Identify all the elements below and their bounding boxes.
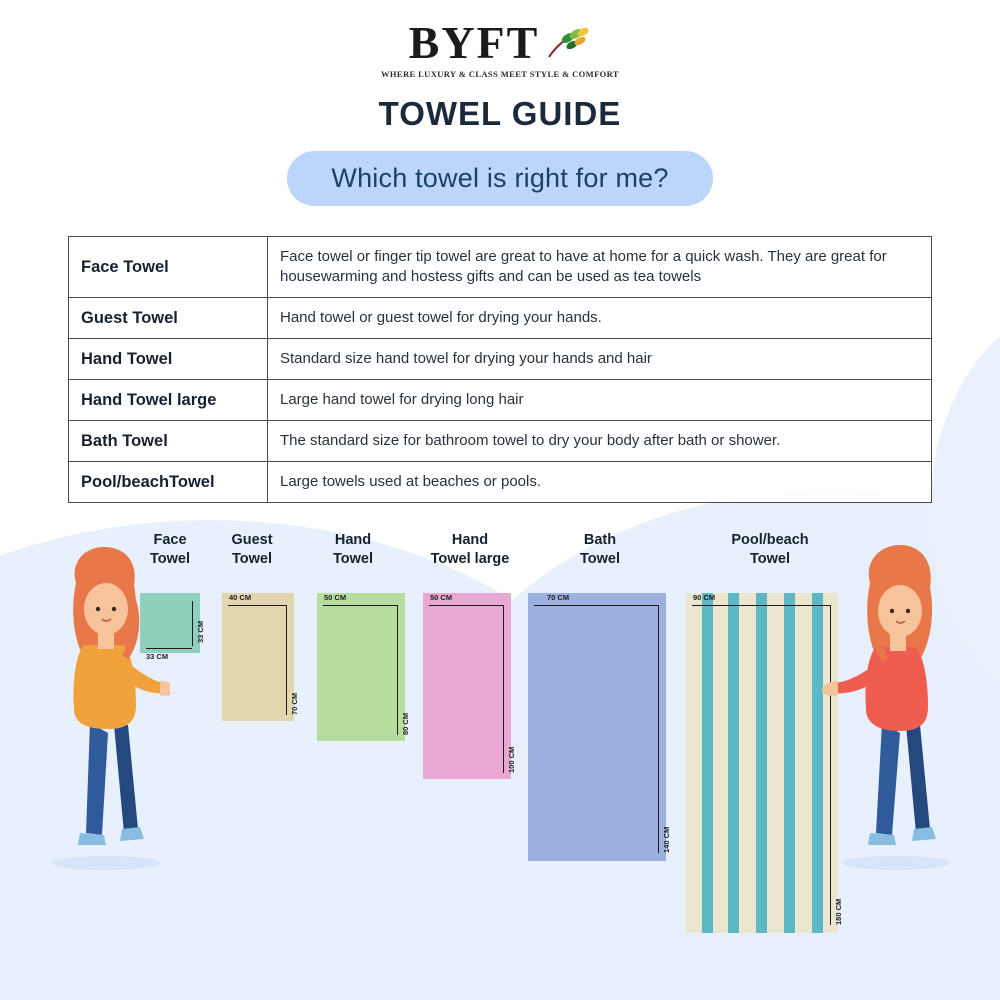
towel-height-label-hand-large: 100 CM [507, 746, 516, 773]
table-row-description: Large towels used at beaches or pools. [280, 472, 541, 490]
chart-label-line2: Towel [149, 550, 190, 567]
dimension-line-vertical [192, 601, 193, 646]
chart-label-line2: Towel [579, 550, 620, 567]
towel-swatch-pool-beach [686, 593, 838, 933]
table-row-description: Large hand towel for drying long hair [280, 390, 524, 408]
table-row-label: Face Towel [69, 237, 268, 297]
dimension-line-horizontal [228, 605, 286, 606]
towel-swatch-hand-large [423, 593, 511, 779]
table-row [69, 462, 931, 503]
dimension-line-vertical [658, 605, 659, 853]
woman-illustration-left [40, 533, 170, 878]
towel-width-label-hand-large: 50 CM [430, 593, 453, 602]
dimension-line-vertical [503, 605, 504, 773]
towel-description-table [68, 236, 932, 503]
chart-label-line1: Face [153, 532, 187, 548]
chart-label-line2: Towel [749, 550, 790, 567]
towel-swatch-guest [222, 593, 294, 721]
towel-width-label-guest: 40 CM [229, 593, 252, 602]
towel-size-chart [0, 523, 1000, 953]
table-row [69, 380, 931, 421]
brand-tagline: WHERE LUXURY & CLASS MEET STYLE & COMFORT [380, 69, 619, 79]
dimension-line-horizontal [692, 605, 830, 606]
towel-height-label-pool: 180 CM [834, 898, 843, 925]
chart-label-line2: Towel [231, 550, 272, 567]
dimension-line-vertical [286, 605, 287, 715]
page-title: TOWEL GUIDE [378, 95, 622, 132]
chart-label-line1: Guest [231, 532, 273, 548]
chart-label-line1: Pool/beach [731, 532, 809, 548]
towel-width-label-bath: 70 CM [547, 593, 570, 602]
table-row [69, 298, 931, 339]
towel-width-label-pool: 90 CM [693, 593, 716, 602]
woman-illustration-right [820, 533, 960, 878]
table-row-label: Guest Towel [69, 298, 268, 338]
dimension-line-horizontal [534, 605, 658, 606]
towel-height-label-bath: 140 CM [662, 826, 671, 853]
towel-height-label-face: 33 CM [196, 620, 205, 643]
table-row-description: Hand towel or guest towel for drying your hands. [280, 308, 602, 326]
dimension-line-horizontal [323, 605, 397, 606]
brand-header [0, 0, 1000, 79]
brand-name: BYFT [408, 17, 540, 68]
chart-label-line1: Hand [451, 532, 489, 548]
table-row-description: Face towel or finger tip towel are great to have at home for a quick wash. They are great for housewarming and hostess gifts and can be used as tea towels [280, 247, 887, 285]
towel-height-label-guest: 70 CM [290, 692, 299, 715]
table-row-label: Hand Towel large [69, 380, 268, 420]
dimension-line-vertical [397, 605, 398, 735]
table-row-description: The standard size for bathroom towel to dry your body after bath or shower. [280, 431, 781, 449]
towel-swatch-hand [317, 593, 405, 741]
towel-stripes [686, 593, 838, 933]
towel-width-label-hand: 50 CM [324, 593, 347, 602]
table-row-label: Bath Towel [69, 421, 268, 461]
table-row-label: Pool/beachTowel [69, 462, 268, 502]
dimension-line-horizontal [429, 605, 503, 606]
towel-height-label-hand: 80 CM [401, 712, 410, 735]
chart-label-line2: Towel [332, 550, 373, 567]
table-row [69, 339, 931, 380]
chart-label-line1: Hand [334, 532, 372, 548]
towel-swatch-bath [528, 593, 666, 861]
table-row-label: Hand Towel [69, 339, 268, 379]
question-banner: Which towel is right for me? [287, 151, 712, 206]
towel-swatches [0, 523, 1000, 953]
chart-label-line2: Towel large [430, 550, 510, 567]
chart-label-line1: Bath [583, 532, 617, 548]
towel-width-label-face: 33 CM [146, 652, 169, 661]
table-row [69, 421, 931, 462]
table-row [69, 237, 931, 298]
table-row-description: Standard size hand towel for drying your hands and hair [280, 349, 652, 367]
leaf-icon [545, 26, 591, 65]
